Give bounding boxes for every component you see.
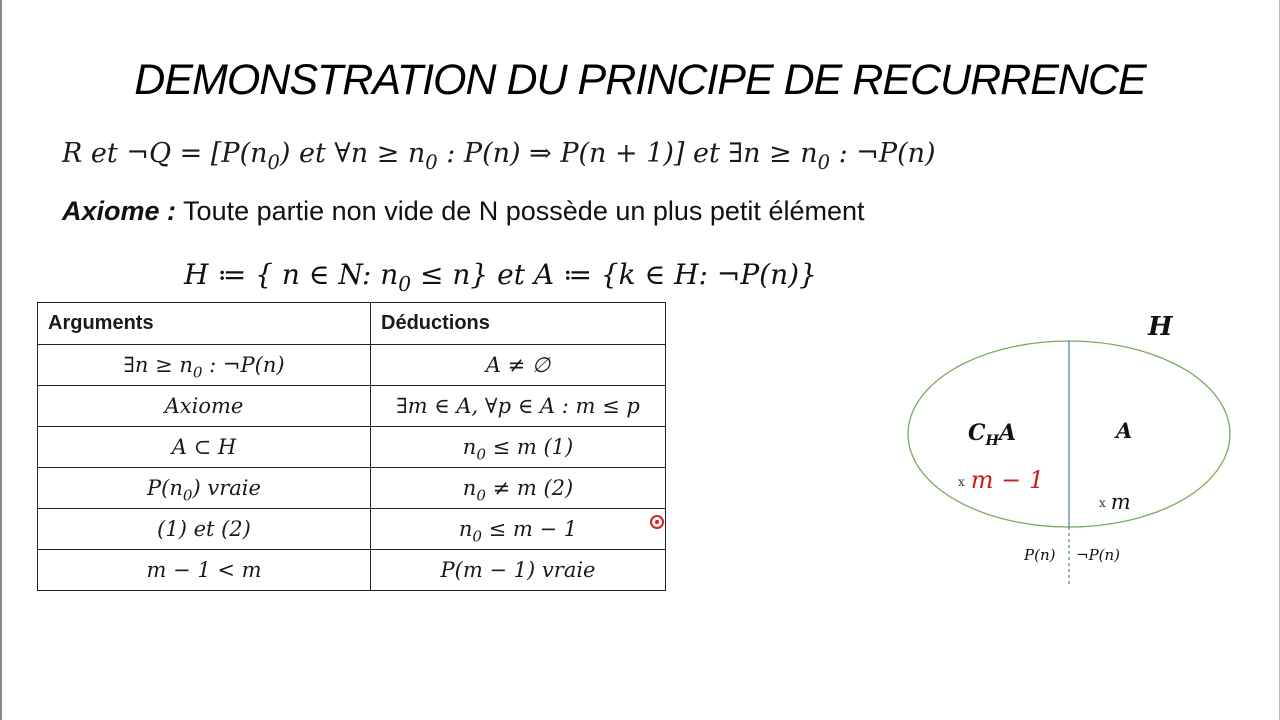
- point-marker-left: x: [958, 475, 965, 489]
- formula-sets-definition: [184, 258, 817, 297]
- axiom-statement: [62, 196, 865, 227]
- set-diagram: [880, 300, 1260, 600]
- pointer-marker: [650, 515, 664, 529]
- table-row: [38, 345, 666, 386]
- axiom-label: Axiome :: [62, 196, 177, 226]
- axiom-text: Toute partie non vide de N possède un plus petit élément: [183, 196, 865, 226]
- table-row: [38, 509, 666, 550]
- table-row: [38, 468, 666, 509]
- deduction-cell: $n_0 \ne m$ (2): [371, 468, 666, 509]
- set-H-label: H: [1148, 312, 1173, 342]
- argument-cell: Axiome: [38, 386, 371, 427]
- table-row: [38, 550, 666, 591]
- point-marker-right: x: [1099, 496, 1106, 510]
- set-diagram-svg: [880, 300, 1260, 600]
- argument-cell: ∃n ≥ $n_0$ : ¬P(n): [38, 345, 371, 386]
- argument-cell: (1) et (2): [38, 509, 371, 550]
- point-m: [1099, 490, 1131, 514]
- table-header-row: [38, 303, 666, 345]
- formula-sets-text: H ≔ { n ∈ N: $n_0 \le n$} et A ≔ {k ∈ H: ¬P(n)}: [184, 258, 817, 297]
- deduction-cell: $n_0 \le m$ (1): [371, 427, 666, 468]
- table-row: [38, 427, 666, 468]
- column-header-arguments: Arguments: [38, 303, 371, 345]
- caption-P-n: P(n): [1024, 546, 1056, 564]
- caption-not-P-n: ¬P(n): [1076, 546, 1121, 564]
- argument-cell: $P(n_0)$ vraie: [38, 468, 371, 509]
- deduction-cell: ∃m ∈ A, ∀p ∈ A : m ≤ p: [371, 386, 666, 427]
- slide-title: DEMONSTRATION DU PRINCIPE DE RECURRENCE: [134, 56, 1146, 104]
- column-header-deductions: Déductions: [371, 303, 666, 345]
- slide-left-border: [0, 0, 2, 720]
- point-m-label: m: [1110, 490, 1131, 514]
- point-m-minus-1-label: m − 1: [970, 466, 1045, 494]
- table-row: [38, 386, 666, 427]
- deduction-cell: A ≠ ∅: [371, 345, 666, 386]
- deduction-cell: P(m − 1) vraie: [371, 550, 666, 591]
- formula-negation: [62, 138, 936, 174]
- deduction-cell: $n_0 \le m - 1$: [371, 509, 666, 550]
- argument-cell: A ⊂ H: [38, 427, 371, 468]
- formula-negation-text: R et ¬Q = [$P(n_0)$ et ∀n ≥ $n_0$ : P(n) ⇒ P(n + 1)] et ∃n ≥ $n_0$ : ¬P(n): [62, 138, 936, 174]
- complement-region-label: $C_HA$: [968, 420, 1017, 449]
- proof-table: [37, 302, 666, 591]
- point-m-minus-1: [958, 466, 1044, 494]
- region-A-label: A: [1116, 418, 1133, 443]
- argument-cell: m − 1 < m: [38, 550, 371, 591]
